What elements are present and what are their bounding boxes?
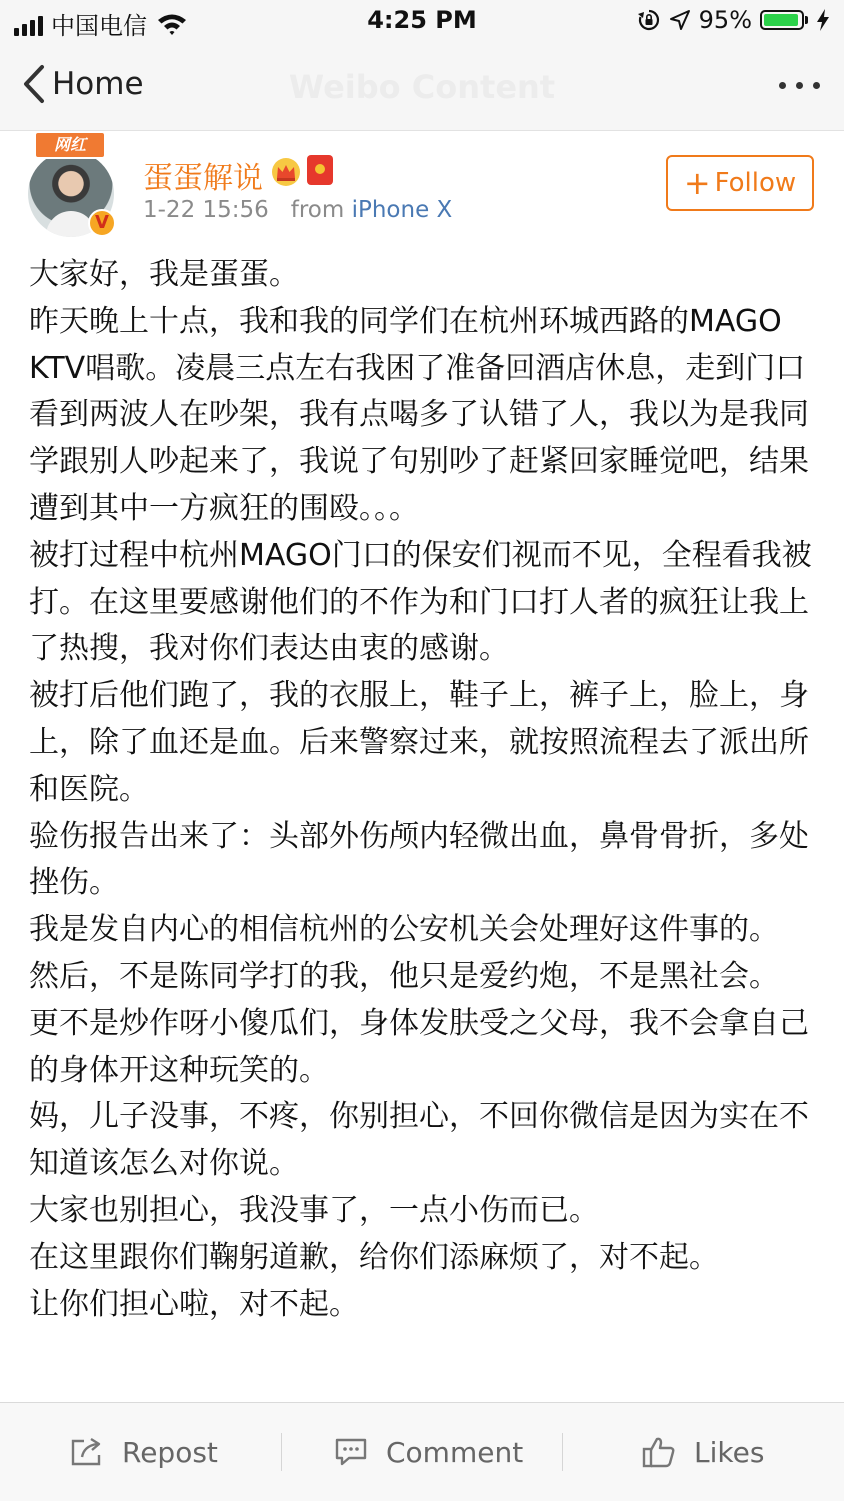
- post-paragraph: 让你们担心啦，对不起。: [29, 1286, 359, 1322]
- post-header: [0, 131, 844, 241]
- crown-icon: [271, 157, 301, 187]
- status-right: [637, 6, 830, 34]
- more-icon[interactable]: [779, 82, 820, 89]
- toolbar-divider: [281, 1433, 282, 1471]
- repost-icon: [70, 1437, 104, 1467]
- post-paragraph: 然后，不是陈同学打的我，他只是爱约炮，不是黑社会。: [29, 958, 779, 994]
- post-paragraph: 妈，儿子没事，不疼，你别担心，不回你微信是因为实在不知道该怎么对你说。: [29, 1099, 809, 1182]
- action-toolbar: [0, 1402, 844, 1501]
- username[interactable]: 蛋蛋解说: [143, 161, 263, 196]
- plus-icon: +: [683, 164, 711, 202]
- likes-label: Likes: [694, 1435, 765, 1469]
- nav-bar: [0, 44, 844, 131]
- post-body: [29, 252, 819, 1404]
- toolbar-divider: [562, 1433, 563, 1471]
- charging-icon: [816, 8, 830, 32]
- post-paragraph: 验伤报告出来了：头部外伤颅内轻微出血，鼻骨骨折，多处挫伤。: [29, 818, 809, 901]
- post-paragraph: 被打过程中杭州MAGO门口的保安们视而不见，全程看我被打。在这里要感谢他们的不作为和门口打人者的疯狂让我上了热搜，我对你们表达由衷的感谢。: [29, 537, 812, 667]
- post-paragraph: 在这里跟你们鞠躬道歉，给你们添麻烦了，对不起。: [29, 1239, 719, 1275]
- battery-icon: [760, 10, 808, 30]
- follow-label: Follow: [714, 168, 797, 198]
- source-device[interactable]: iPhone X: [351, 197, 453, 223]
- post-paragraph: 大家好，我是蛋蛋。: [29, 257, 299, 292]
- comment-label: Comment: [386, 1435, 524, 1469]
- post-paragraph: 我是发自内心的相信杭州的公安机关会处理好这件事的。: [29, 912, 779, 948]
- from-label: from: [290, 197, 345, 223]
- post-paragraph: 大家也别担心，我没事了，一点小伤而已。: [29, 1192, 599, 1228]
- post-paragraph: 被打后他们跑了，我的衣服上，鞋子上，裤子上，脸上，身上，除了血还是血。后来警察过来，就按照流程去了派出所和医院。: [29, 678, 809, 807]
- post-paragraph: 更不是炒作呀小傻瓜们，身体发肤受之父母，我不会拿自己的身体开这种玩笑的。: [29, 1005, 809, 1088]
- verified-badge: V: [88, 209, 116, 237]
- back-label: Home: [52, 66, 144, 102]
- post-paragraph: 昨天晚上十点，我和我的同学们在杭州环城西路的MAGO KTV唱歌。凌晨三点左右我困了准备回酒店休息，走到门口看到两波人在吵架，我有点喝多了认错了人，我以为是我同学跟别人吵起来了，我说了句别吵了赶紧回家睡觉吧，结果遭到其中一方疯狂的围殴。。。: [29, 303, 809, 526]
- like-button[interactable]: [642, 1403, 764, 1501]
- influencer-badge: 网红: [34, 131, 106, 159]
- status-time: 4:25 PM: [367, 6, 477, 34]
- comment-button[interactable]: [334, 1403, 523, 1501]
- location-arrow-icon: [669, 9, 691, 31]
- repost-button[interactable]: [70, 1403, 218, 1501]
- like-icon: [642, 1436, 676, 1468]
- page-title: Weibo Content: [288, 68, 556, 106]
- post-timestamp: 1-22 15:56: [143, 197, 269, 223]
- post-meta: [143, 197, 452, 223]
- carrier-name: 中国电信: [51, 12, 147, 40]
- status-bar: [0, 0, 844, 44]
- orientation-lock-icon: [637, 8, 661, 32]
- repost-label: Repost: [122, 1435, 218, 1469]
- battery-percent: 95%: [698, 6, 752, 34]
- comment-icon: [334, 1437, 368, 1467]
- follow-button[interactable]: [666, 155, 814, 211]
- red-packet-icon: [307, 155, 333, 185]
